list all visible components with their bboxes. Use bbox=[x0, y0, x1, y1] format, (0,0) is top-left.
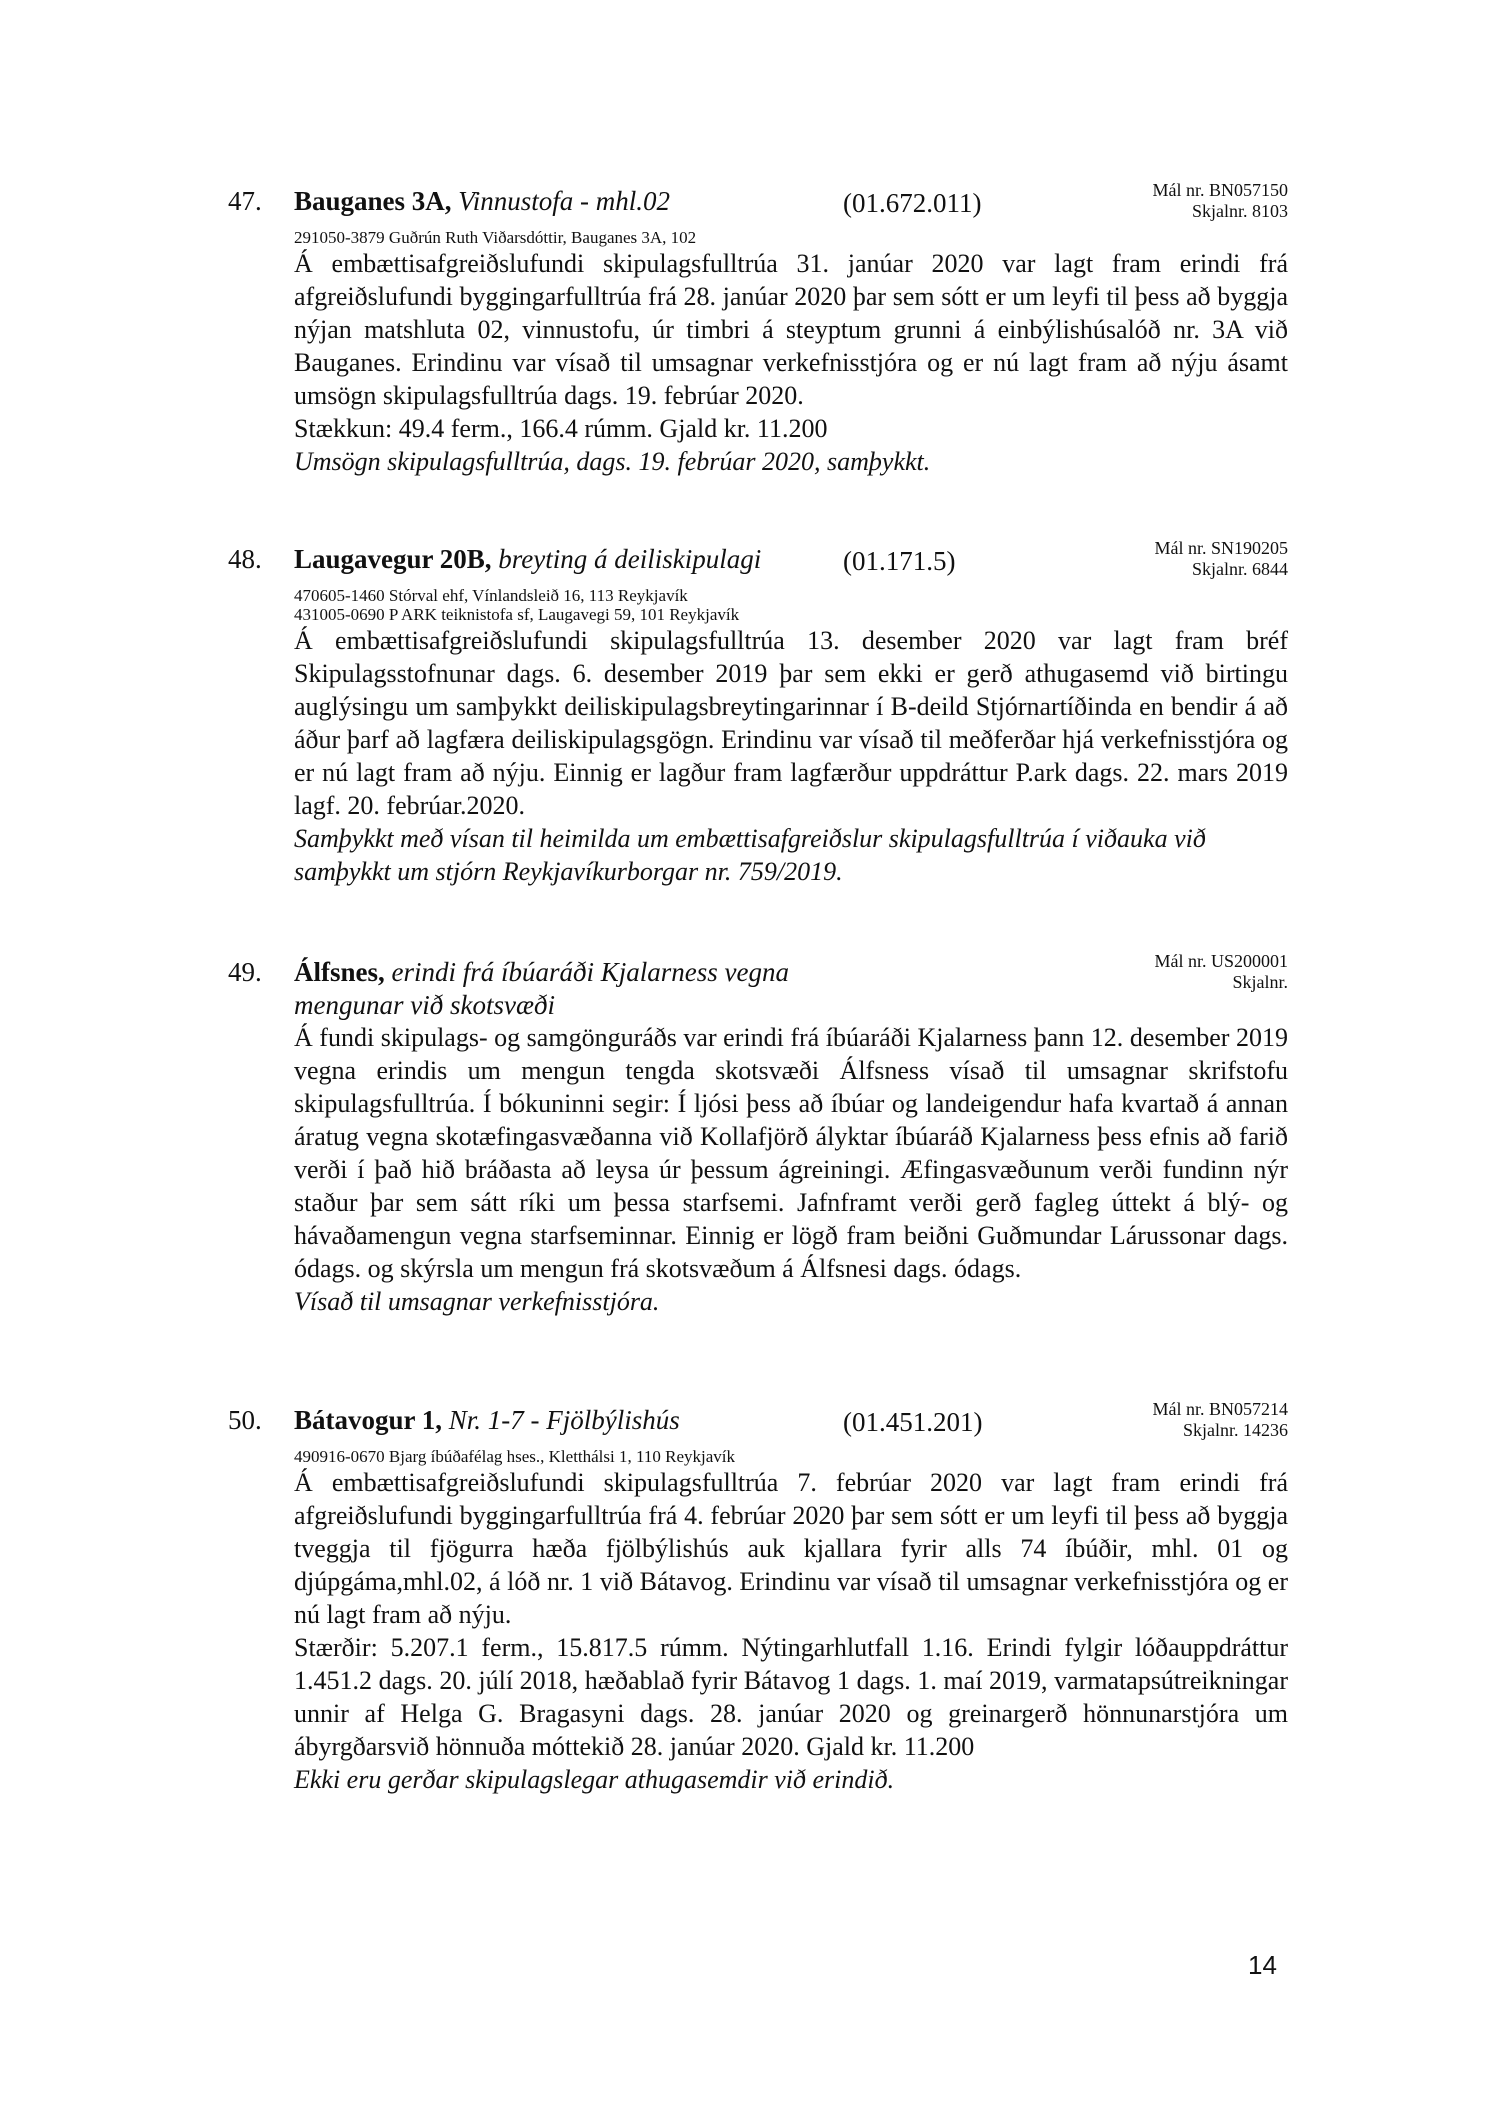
case-reference bbox=[1152, 180, 1288, 222]
case-number: Mál nr. BN057214 bbox=[1152, 1399, 1288, 1419]
case-number: Mál nr. SN190205 bbox=[1154, 538, 1288, 558]
item-title bbox=[294, 1403, 680, 1437]
applicant-line: 470605-1460 Stórval ehf, Vínlandsleið 16, 113 Reykjavík bbox=[294, 586, 688, 605]
item-conclusion: Vísað til umsagnar verkefnisstjóra. bbox=[294, 1287, 660, 1316]
item-title-subject: breyting á deiliskipulagi bbox=[498, 544, 762, 574]
agenda-item-48 bbox=[228, 538, 1288, 888]
document-number: Skjalnr. 6844 bbox=[1191, 559, 1288, 579]
item-body bbox=[294, 247, 1288, 445]
item-property-code: (01.451.201) bbox=[843, 1407, 983, 1437]
body-paragraph: Á embættisafgreiðslufundi skipulagsfulltrúa 7. febrúar 2020 var lagt fram erindi frá afgreiðslufundi byggingarfulltrúa frá 4. febrúar 2020 þar sem sótt er um leyfi til þess að byggja tveggja til fjögurra hæða fjölbýlishús auk kjallara fyrir alls 74 íbúðir, mhl. 01 og djúpgáma,mhl.02, á lóð nr. 1 við Bátavog. Erindinu var vísað til umsagnar verkefnisstjóra og er nú lagt fram að nýju. bbox=[294, 1468, 1288, 1629]
document-number: Skjalnr. 8103 bbox=[1191, 201, 1288, 221]
agenda-item-49 bbox=[228, 951, 1288, 1318]
agenda-item-47 bbox=[228, 180, 1288, 478]
item-title-address: Bauganes 3A, bbox=[294, 186, 452, 216]
item-body bbox=[294, 1466, 1288, 1763]
case-reference bbox=[1154, 951, 1288, 993]
case-reference bbox=[1154, 538, 1288, 580]
body-paragraph: Á embættisafgreiðslufundi skipulagsfulltrúa 13. desember 2020 var lagt fram bréf Skipulagsstofnunar dags. 6. desember 2019 þar sem ekki er gerð athugasemd við birtingu auglýsingu um samþykkt deiliskipulagsbreytingarinnar í B-deild Stjórnartíðinda en bendir á að áður þarf að lagfæra deiliskipulagsgögn. Erindinu var vísað til meðferðar hjá verkefnisstjóra og er nú lagt fram að nýju. Einnig er lagður fram lagfærður uppdráttur P.ark dags. 22. mars 2019 lagf. 20. febrúar.2020. bbox=[294, 626, 1288, 820]
body-paragraph: Á embættisafgreiðslufundi skipulagsfulltrúa 31. janúar 2020 var lagt fram erindi frá afgreiðslufundi byggingarfulltrúa frá 28. janúar 2020 þar sem sótt er um leyfi til þess að byggja nýjan matshluta 02, vinnustofu, úr timbri á steyptum grunni á einbýlishúsalóð nr. 3A við Bauganes. Erindinu var vísað til umsagnar verkefnisstjóra og er nú lagt fram að nýju ásamt umsögn skipulagsfulltrúa dags. 19. febrúar 2020. bbox=[294, 249, 1288, 410]
item-title bbox=[294, 955, 789, 989]
item-property-code: (01.672.011) bbox=[843, 188, 982, 218]
item-header bbox=[228, 1399, 1288, 1447]
applicant-line: 490916-0670 Bjarg íbúðafélag hses., Kletthálsi 1, 110 Reykjavík bbox=[294, 1447, 735, 1466]
item-body bbox=[294, 1021, 1288, 1285]
applicant-line: 431005-0690 P ARK teiknistofa sf, Laugavegi 59, 101 Reykjavík bbox=[294, 605, 740, 624]
item-conclusion: Ekki eru gerðar skipulagslegar athugasemdir við erindið. bbox=[294, 1765, 895, 1794]
item-number: 47. bbox=[228, 186, 262, 216]
case-reference bbox=[1152, 1399, 1288, 1441]
body-paragraph: Stækkun: 49.4 ferm., 166.4 rúmm. Gjald kr. 11.200 bbox=[294, 414, 828, 443]
item-title-subject: erindi frá íbúaráði Kjalarness vegna bbox=[391, 957, 790, 987]
item-header bbox=[228, 951, 1288, 999]
document-number: Skjalnr. 14236 bbox=[1182, 1420, 1288, 1440]
item-number: 48. bbox=[228, 544, 262, 574]
item-number: 50. bbox=[228, 1405, 262, 1435]
item-header bbox=[228, 538, 1288, 586]
document-number: Skjalnr. bbox=[1232, 972, 1288, 992]
item-property-code: (01.171.5) bbox=[843, 546, 956, 576]
item-header bbox=[228, 180, 1288, 228]
item-title-address: Bátavogur 1, bbox=[294, 1405, 443, 1435]
case-number: Mál nr. BN057150 bbox=[1152, 180, 1288, 200]
item-title-address: Álfsnes, bbox=[294, 957, 385, 987]
item-title bbox=[294, 542, 761, 576]
body-paragraph: Á fundi skipulags- og samgönguráðs var erindi frá íbúaráði Kjalarness þann 12. desember 2019 vegna erindis um mengun tengda skotsvæði Álfsness vísað til umsagnar skrifstofu skipulagsfulltrúa. Í bókuninni segir: Í ljósi þess að íbúar og landeigendur hafa kvartað á annan áratug vegna skotæfingasvæðanna við Kollafjörð ályktar íbúaráð Kjalarness þess efnis að farið verði í það hið bráðasta að leysa úr þessum ágreiningi. Æfingasvæðunum verði fundinn nýr staður þar sem sátt ríki um þessa starfsemi. Jafnframt verði gerð fagleg úttekt á blý- og hávaðamengun vegna starfseminnar. Einnig er lögð fram beiðni Guðmundar Lárussonar dags. ódags. og skýrsla um mengun frá skotsvæðum á Álfsnesi dags. ódags. bbox=[294, 1023, 1288, 1283]
page-number: 14 bbox=[1248, 1950, 1277, 1980]
agenda-item-50 bbox=[228, 1399, 1288, 1796]
item-title bbox=[294, 184, 670, 218]
item-title-address: Laugavegur 20B, bbox=[294, 544, 492, 574]
body-paragraph: Stærðir: 5.207.1 ferm., 15.817.5 rúmm. Nýtingarhlutfall 1.16. Erindi fylgir lóðauppdráttur 1.451.2 dags. 20. júlí 2018, hæðablað fyrir Bátavog 1 dags. 1. maí 2019, varmatapsútreikningar unnir af Helga G. Bragasyni dags. 28. janúar 2020 og greinargerð hönnunarstjóra um ábyrgðarsvið hönnuða móttekið 28. janúar 2020. Gjald kr. 11.200 bbox=[294, 1633, 1288, 1761]
case-number: Mál nr. US200001 bbox=[1154, 951, 1288, 971]
applicant-line: 291050-3879 Guðrún Ruth Viðarsdóttir, Bauganes 3A, 102 bbox=[294, 228, 697, 247]
item-number: 49. bbox=[228, 957, 262, 987]
item-title-subject: Nr. 1-7 - Fjölbýlishús bbox=[448, 1405, 680, 1435]
item-conclusion: Umsögn skipulagsfulltrúa, dags. 19. febrúar 2020, samþykkt. bbox=[294, 447, 931, 476]
item-conclusion: Samþykkt með vísan til heimilda um embættisafgreiðslur skipulagsfulltrúa í viðauka við samþykkt um stjórn Reykjavíkurborgar nr. 759/2019. bbox=[294, 824, 1206, 886]
item-title-continuation: mengunar við skotsvæði bbox=[294, 990, 555, 1020]
item-title-subject: Vinnustofa - mhl.02 bbox=[458, 186, 671, 216]
item-body bbox=[294, 624, 1288, 822]
